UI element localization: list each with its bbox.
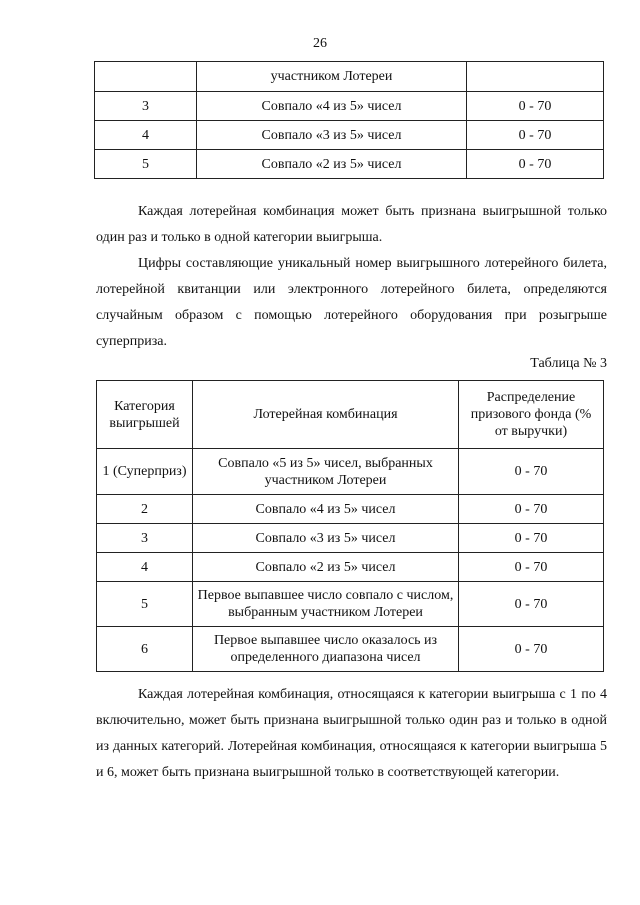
table-row bbox=[97, 449, 604, 495]
distribution-cell bbox=[467, 62, 604, 92]
combination-cell: Совпало «4 из 5» чисел bbox=[197, 92, 467, 121]
table-row bbox=[97, 627, 604, 672]
header-distribution: Распределение призового фонда (% от выручки) bbox=[459, 381, 604, 449]
combination-cell: Совпало «3 из 5» чисел bbox=[193, 524, 459, 553]
category-cell: 3 bbox=[95, 92, 197, 121]
header-combination: Лотерейная комбинация bbox=[193, 381, 459, 449]
table-header-row bbox=[97, 381, 604, 449]
combination-cell: Совпало «4 из 5» чисел bbox=[193, 495, 459, 524]
category-cell: 5 bbox=[97, 582, 193, 627]
combination-cell: участником Лотереи bbox=[197, 62, 467, 92]
distribution-cell: 0 - 70 bbox=[459, 627, 604, 672]
distribution-cell: 0 - 70 bbox=[459, 582, 604, 627]
table-caption: Таблица № 3 bbox=[530, 356, 607, 371]
distribution-cell: 0 - 70 bbox=[467, 92, 604, 121]
table-row bbox=[95, 150, 604, 179]
table-row bbox=[97, 495, 604, 524]
category-cell: 4 bbox=[95, 121, 197, 150]
prize-distribution-table bbox=[96, 380, 604, 672]
table-row bbox=[97, 582, 604, 627]
combination-cell: Совпало «3 из 5» чисел bbox=[197, 121, 467, 150]
category-cell: 2 bbox=[97, 495, 193, 524]
header-category: Категория выигрышей bbox=[97, 381, 193, 449]
distribution-cell: 0 - 70 bbox=[467, 121, 604, 150]
distribution-cell: 0 - 70 bbox=[459, 553, 604, 582]
prize-table-continuation bbox=[94, 61, 604, 179]
table-row bbox=[97, 553, 604, 582]
paragraph-single-win: Каждая лотерейная комбинация может быть признана выигрышной только один раз и только в одной категории выигрыша. bbox=[96, 204, 607, 245]
category-cell: 6 bbox=[97, 627, 193, 672]
combination-cell: Совпало «2 из 5» чисел bbox=[197, 150, 467, 179]
table-row bbox=[95, 121, 604, 150]
paragraph-ticket-number: Цифры составляющие уникальный номер выигрышного лотерейного билета, лотерейной квитанции или электронного лотерейного билета, определяются случайным образом с помощью лотерейного оборудования при розыгрыше суперприза. bbox=[96, 256, 607, 349]
distribution-cell: 0 - 70 bbox=[459, 495, 604, 524]
category-cell: 1 (Суперприз) bbox=[97, 449, 193, 495]
combination-cell: Совпало «5 из 5» чисел, выбранных участником Лотереи bbox=[193, 449, 459, 495]
distribution-cell: 0 - 70 bbox=[459, 524, 604, 553]
category-cell: 4 bbox=[97, 553, 193, 582]
distribution-cell: 0 - 70 bbox=[459, 449, 604, 495]
combination-cell: Первое выпавшее число совпало с числом, выбранным участником Лотереи bbox=[193, 582, 459, 627]
combination-cell: Первое выпавшее число оказалось из определенного диапазона чисел bbox=[193, 627, 459, 672]
category-cell bbox=[95, 62, 197, 92]
category-cell: 3 bbox=[97, 524, 193, 553]
table-row bbox=[95, 62, 604, 92]
table-row bbox=[95, 92, 604, 121]
category-cell: 5 bbox=[95, 150, 197, 179]
table-row bbox=[97, 524, 604, 553]
combination-cell: Совпало «2 из 5» чисел bbox=[193, 553, 459, 582]
page-number: 26 bbox=[313, 36, 327, 51]
distribution-cell: 0 - 70 bbox=[467, 150, 604, 179]
paragraph-category-rules: Каждая лотерейная комбинация, относящаяся к категории выигрыша с 1 по 4 включительно, может быть признана выигрышной только один раз и только в одной из данных категорий. Лотерейная комбинация, относящаяся к категории выигрыша 5 и 6, может быть признана выигрышной только в соответствующей категории. bbox=[96, 687, 607, 780]
